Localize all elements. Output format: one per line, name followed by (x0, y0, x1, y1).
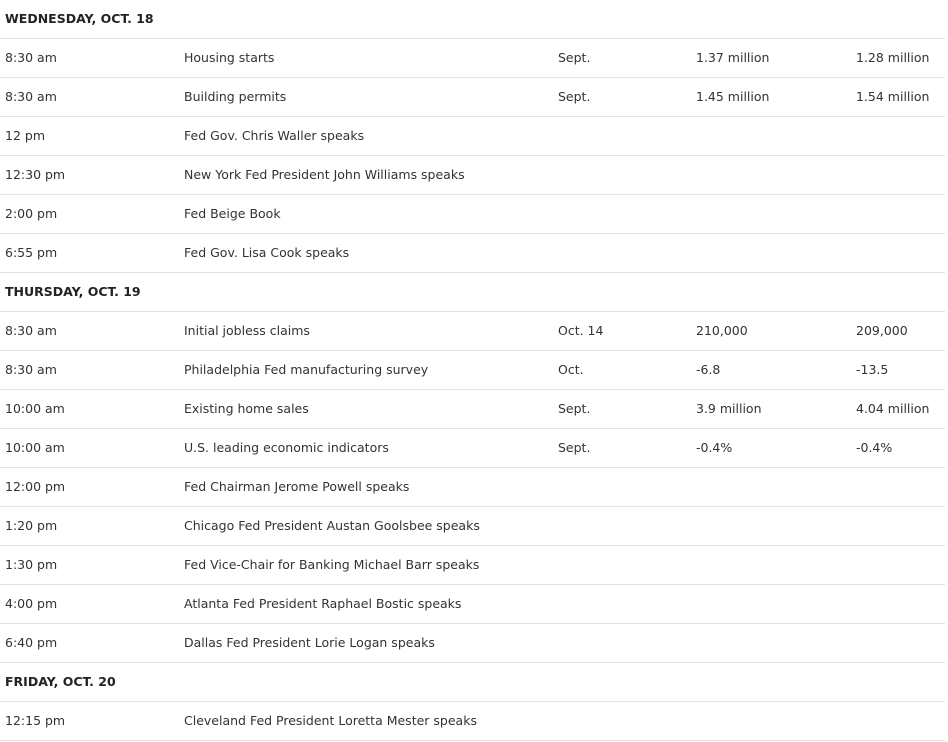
event-row (0, 585, 945, 624)
event-report: Philadelphia Fed manufacturing survey (184, 362, 429, 377)
event-time: 4:00 pm (5, 596, 58, 611)
event-report: Housing starts (184, 50, 275, 65)
event-row (0, 468, 945, 507)
event-time: 8:30 am (5, 362, 57, 377)
day-label: FRIDAY, OCT. 20 (5, 674, 116, 689)
event-row (0, 312, 945, 351)
event-report: Atlanta Fed President Raphael Bostic speaks (184, 596, 462, 611)
event-actual: 1.45 million (696, 89, 770, 104)
event-row (0, 702, 945, 741)
event-time: 12:30 pm (5, 167, 66, 182)
event-period: Sept. (558, 401, 591, 416)
event-forecast: 1.54 million (856, 89, 930, 104)
event-period: Oct. 14 (558, 323, 604, 338)
event-time: 1:30 pm (5, 557, 58, 572)
event-time: 12:15 pm (5, 713, 66, 728)
event-time: 8:30 am (5, 50, 57, 65)
event-report: U.S. leading economic indicators (184, 440, 389, 455)
event-time: 12 pm (5, 128, 45, 143)
event-report: Building permits (184, 89, 287, 104)
event-row (0, 39, 945, 78)
event-row (0, 117, 945, 156)
day-header (0, 0, 945, 39)
day-label: THURSDAY, OCT. 19 (5, 284, 141, 299)
event-time: 6:40 pm (5, 635, 58, 650)
event-report: Existing home sales (184, 401, 309, 416)
event-report: Fed Chairman Jerome Powell speaks (184, 479, 410, 494)
event-report: Initial jobless claims (184, 323, 310, 338)
event-row (0, 195, 945, 234)
event-forecast: 209,000 (856, 323, 908, 338)
event-forecast: 1.28 million (856, 50, 930, 65)
event-period: Sept. (558, 89, 591, 104)
event-time: 6:55 pm (5, 245, 58, 260)
event-actual: -6.8 (696, 362, 721, 377)
event-period: Sept. (558, 50, 591, 65)
event-row (0, 429, 945, 468)
event-report: Chicago Fed President Austan Goolsbee speaks (184, 518, 480, 533)
event-row (0, 390, 945, 429)
event-time: 10:00 am (5, 401, 65, 416)
event-report: Fed Gov. Lisa Cook speaks (184, 245, 350, 260)
event-period: Oct. (558, 362, 584, 377)
event-time: 10:00 am (5, 440, 65, 455)
event-row (0, 156, 945, 195)
event-forecast: -13.5 (856, 362, 889, 377)
event-report: Fed Beige Book (184, 206, 281, 221)
event-forecast: -0.4% (856, 440, 893, 455)
event-report: Cleveland Fed President Loretta Mester speaks (184, 713, 477, 728)
event-row (0, 351, 945, 390)
event-period: Sept. (558, 440, 591, 455)
event-report: Dallas Fed President Lorie Logan speaks (184, 635, 435, 650)
event-row (0, 624, 945, 663)
event-report: Fed Vice-Chair for Banking Michael Barr speaks (184, 557, 480, 572)
event-actual: 1.37 million (696, 50, 770, 65)
event-row (0, 546, 945, 585)
event-time: 2:00 pm (5, 206, 58, 221)
event-time: 12:00 pm (5, 479, 66, 494)
day-header (0, 663, 945, 702)
day-label: WEDNESDAY, OCT. 18 (5, 11, 154, 26)
event-time: 1:20 pm (5, 518, 58, 533)
event-actual: 210,000 (696, 323, 748, 338)
event-report: New York Fed President John Williams speaks (184, 167, 465, 182)
event-actual: 3.9 million (696, 401, 762, 416)
event-time: 8:30 am (5, 89, 57, 104)
event-report: Fed Gov. Chris Waller speaks (184, 128, 365, 143)
event-forecast: 4.04 million (856, 401, 930, 416)
event-row (0, 234, 945, 273)
event-row (0, 507, 945, 546)
event-actual: -0.4% (696, 440, 733, 455)
event-time: 8:30 am (5, 323, 57, 338)
day-header (0, 273, 945, 312)
event-row (0, 78, 945, 117)
